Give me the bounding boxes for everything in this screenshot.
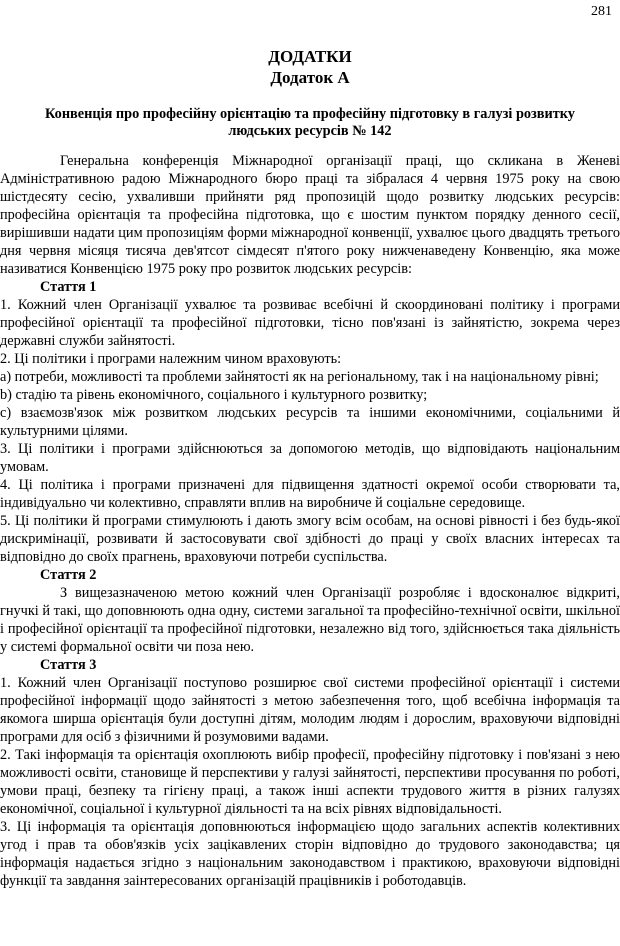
article-1-paragraph-1: 1. Кожний член Організації ухвалює та розвиває всебічні й скоординовані політику і програми професійної орієнтації та професійної підготовки, тісно пов'язані із зайнятістю, зокрема через державні служби зайнятості. [0,297,620,349]
article-1-paragraph-3: 3. Ці політики і програми здійснюються за допомогою методів, що відповідають національним умовам. [0,441,620,475]
article-1-paragraph-2: 2. Ці політики і програми належним чином враховують: [0,351,342,367]
article-1-item-c: c) взаємозв'язок між розвитком людських ресурсів та іншими економічними, соціальними й культурними цілями. [0,405,620,439]
appendices-heading: ДОДАТКИ [268,47,352,66]
convention-title: Конвенція про професійну орієнтацію та професійну підготовку в галузі розвитку людських ресурсів № 142 [45,106,575,139]
article-3-paragraph-3: 3. Ці інформація та орієнтація доповнюються інформацією щодо загальних аспектів колективних угод і прав та обов'язків усіх зацікавлених сторін відповідно до трудового законодавства; ця інформація надається згідно з національним законодавством і практикою, враховуючи відповідні функції та завдання заінтересованих організацій працівників і роботодавців. [0,819,620,889]
article-3-paragraph-1: 1. Кожний член Організації поступово розширює свої системи професійної орієнтації і системи професійної інформації щодо зайнятості з метою забезпечення того, щоб всебічна інформація та якомога ширша орієнтація були доступні дітям, молодим людям і дорослим, враховуючи відповідні програми для осіб з фізичними й розумовими вадами. [0,675,620,745]
page-number: 281 [591,4,612,19]
article-2-title: Стаття 2 [40,567,97,583]
article-1-item-b: b) стадію та рівень економічного, соціального і культурного розвитку; [0,387,428,403]
article-1-paragraph-5: 5. Ці політики й програми стимулюють і дають змогу всім особам, на основі рівності і без будь-якої дискримінації, розвивати й застосовувати свої здібності до праці у своїх власних інтересах та відповідно до своїх прагнень, враховуючи потреби суспільства. [0,513,620,565]
appendix-a-heading: Додаток А [270,68,350,87]
article-1-item-a: a) потреби, можливості та проблеми зайнятості як на регіональному, так і на національному рівні; [0,369,599,385]
article-3-title: Стаття 3 [40,657,97,673]
preamble-paragraph: Генеральна конференція Міжнародної організації праці, що скликана в Женеві Адміністративною радою Міжнародного бюро праці та зібралася 4 червня 1975 року на свою шістдесяту сесію, ухваливши прийняти ряд пропозицій щодо розвитку людських ресурсів: професійна орієнтація та професійна підготовка, що є шостим пунктом порядку денного сесії, вирішивши надати цим пропозиціям форми міжнародної конвенції, ухвалює цього двадцять третього дня червня місяця тисяча дев'ятсот сімдесят п'ятого року нижченаведену Конвенцію, яка може називатися Конвенцією 1975 року про розвиток людських ресурсів: [0,153,620,277]
article-1-paragraph-4: 4. Ці політика і програми призначені для підвищення здатності окремої особи створювати та, індивідуально чи колективно, справляти вплив на виробниче й соціальне середовище. [0,477,620,511]
article-2-paragraph-1: З вищезазначеною метою кожний член Організації розробляє і вдосконалює відкриті, гнучкі й такі, що доповнюють одна одну, системи загальної та професійно-технічної освіти, шкільної і професійної орієнтації та професійної підготовки, незалежно від того, здійснюється така діяльність у системі формальної освіти чи поза нею. [0,585,620,655]
article-1-title: Стаття 1 [40,279,97,295]
document-body [0,152,620,890]
page-content [0,46,620,890]
article-3-paragraph-2: 2. Такі інформація та орієнтація охоплюють вибір професії, професійну підготовку і пов'язані з нею можливості освіти, становище й перспективи у галузі зайнятості, перспективи просування по роботі, умови праці, безпеку та гігієну праці, а також інші аспекти трудового життя в різних галузях економічної, соціальної і культурної діяльності та на всіх рівнях відповідальності. [0,747,620,817]
